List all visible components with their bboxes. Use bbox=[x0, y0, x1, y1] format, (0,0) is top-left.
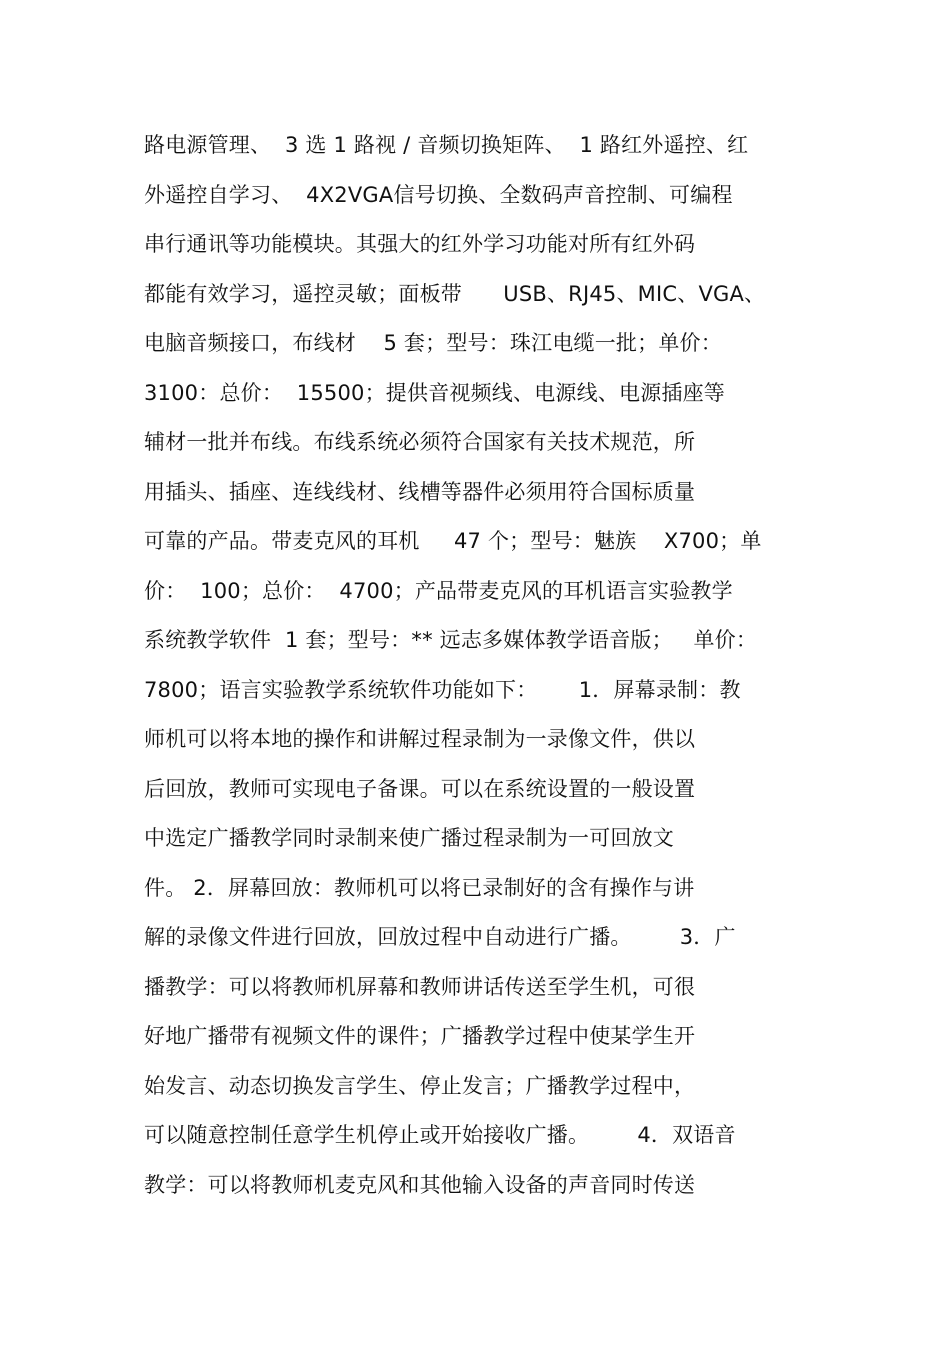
text-line: 教学：可以将教师机麦克风和其他输入设备的声音同时传送 bbox=[144, 1172, 696, 1197]
text-line: 价： 100；总价： 4700；产品带麦克风的耳机语言实验教学 bbox=[144, 578, 733, 603]
text-line: 始发言、动态切换发言学生、停止发言；广播教学过程中， bbox=[144, 1073, 696, 1098]
text-line: 播教学：可以将教师机屏幕和教师讲话传送至学生机，可很 bbox=[144, 974, 696, 999]
body-text bbox=[144, 121, 824, 1210]
text-line: 外遥控自学习、 4X2VGA信号切换、全数码声音控制、可编程 bbox=[144, 182, 733, 207]
text-line: 3100：总价： 15500；提供音视频线、电源线、电源插座等 bbox=[144, 380, 725, 405]
text-line: 用插头、插座、连线线材、线槽等器件必须用符合国标质量 bbox=[144, 479, 696, 504]
text-line: 师机可以将本地的操作和讲解过程录制为一录像文件，供以 bbox=[144, 727, 696, 751]
text-line: 可靠的产品。带麦克风的耳机 47 个；型号：魅族 X700；单 bbox=[144, 529, 762, 553]
text-line: 辅材一批并布线。布线系统必须符合国家有关技术规范，所 bbox=[144, 430, 696, 454]
text-line: 路电源管理、 3 选 1 路视 / 音频切换矩阵、 1 路红外遥控、红 bbox=[144, 133, 749, 157]
text-line: 可以随意控制任意学生机停止或开始接收广播。 4．双语音 bbox=[144, 1123, 736, 1147]
text-line: 电脑音频接口，布线材 5 套；型号：珠江电缆一批；单价： bbox=[144, 331, 722, 355]
text-line: 都能有效学习，遥控灵敏；面板带 USB、RJ45、MIC、VGA、 bbox=[144, 281, 766, 306]
text-line: 系统教学软件 1 套；型号：** 远志多媒体教学语音版； 单价： bbox=[144, 628, 758, 652]
text-line: 解的录像文件进行回放，回放过程中自动进行广播。 3．广 bbox=[144, 925, 736, 949]
text-line: 件。 2．屏幕回放：教师机可以将已录制好的含有操作与讲 bbox=[144, 875, 695, 900]
text-line: 中选定广播教学同时录制来使广播过程录制为一可回放文 bbox=[144, 826, 674, 850]
text-line: 串行通讯等功能模块。其强大的红外学习功能对所有红外码 bbox=[144, 232, 696, 256]
text-line: 7800；语言实验教学系统软件功能如下： 1．屏幕录制：教 bbox=[144, 677, 741, 702]
text-line: 后回放，教师可实现电子备课。可以在系统设置的一般设置 bbox=[144, 776, 696, 801]
text-line: 好地广播带有视频文件的课件；广播教学过程中使某学生开 bbox=[144, 1024, 696, 1048]
